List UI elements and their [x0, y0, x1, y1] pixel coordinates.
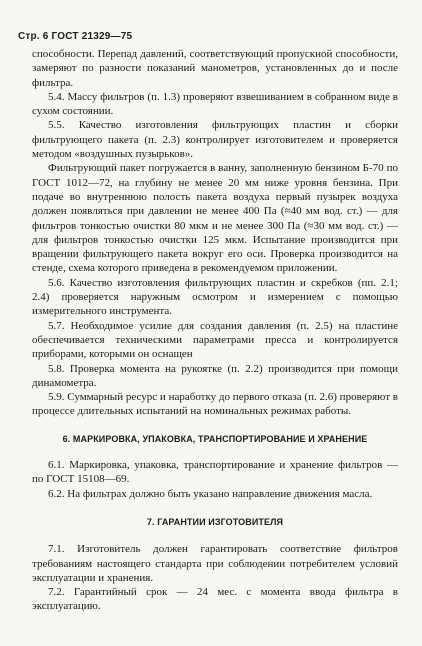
paragraph-filter-pack-test: Фильтрующий пакет погружается в ванну, заполненную бензином Б-70 по ГОСТ 1012—72, на глубину не менее 20 мм ниже уровня бензина. При подаче во внутреннюю полость пакета воздуха первый пузырек воздуха должен появляться при давлении не менее 400 Па (≈40 мм вод. ст.) — для фильтров тонкостью очистки 80 мкм и не менее 300 Па (≈30 мм вод. ст.) — для фильтров тонкостью очистки 125 мкм. Испытание производится при вращении фильтрующего пакета вокруг его оси. Проверка производится на стенде, схема которого приведена в рекомендуемом приложении.	[32, 162, 398, 275]
paragraph-5-4: 5.4. Массу фильтров (п. 1.3) проверяют взвешиванием в собранном виде в сухом состоянии.	[32, 90, 398, 118]
page-header: Стр. 6 ГОСТ 21329—75	[18, 31, 133, 42]
paragraph-5-8: 5.8. Проверка момента на рукоятке (п. 2.2) производится при помощи динамометра.	[32, 362, 398, 389]
paragraph-5-7: 5.7. Необходимое усилие для создания давления (п. 2.5) на пластине обеспечивается техническими параметрами пресса и контролируется приборами, которыми он оснащен	[32, 319, 398, 361]
paragraph-6-2: 6.2. На фильтрах должно быть указано направление движения масла.	[48, 487, 373, 500]
paragraph-5-5: 5.5. Качество изготовления фильтрующих пластин и сборки фильтрующего пакета (п. 2.3) контролирует изготовителем и проверяется методом «воздушных пузырьков».	[32, 119, 398, 161]
section-7-heading: 7. ГАРАНТИИ ИЗГОТОВИТЕЛЯ	[146, 516, 284, 527]
paragraph-7-1: 7.1. Изготовитель должен гарантировать соответствие фильтров требованиям настоящего стандарта при соблюдении потребителем условий эксплуатации и хранения.	[32, 543, 398, 584]
document-body	[32, 47, 398, 614]
paragraph-7-2: 7.2. Гарантийный срок — 24 мес. с момента ввода фильтра в эксплуатацию.	[32, 586, 398, 613]
paragraph-continuation: способности. Перепад давлений, соответствующий пропускной способности, замеряют по разности показаний манометров, установленных до и после фильтра.	[32, 48, 398, 89]
section-6-heading: 6. МАРКИРОВКА, УПАКОВКА, ТРАНСПОРТИРОВАНИЕ И ХРАНЕНИЕ	[62, 433, 368, 444]
paragraph-5-9: 5.9. Суммарный ресурс и наработку до первого отказа (п. 2.6) проверяют в процессе длительных испытаний на номинальных режимах работы.	[32, 391, 398, 418]
paragraph-5-6: 5.6. Качество изготовления фильтрующих пластин и скребков (пп. 2.1; 2.4) проверяется наружным осмотром и измерением с помощью измерительного инструмента.	[32, 276, 398, 318]
paragraph-6-1: 6.1. Маркировка, упаковка, транспортирование и хранение фильтров — по ГОСТ 15108—69.	[32, 459, 398, 486]
